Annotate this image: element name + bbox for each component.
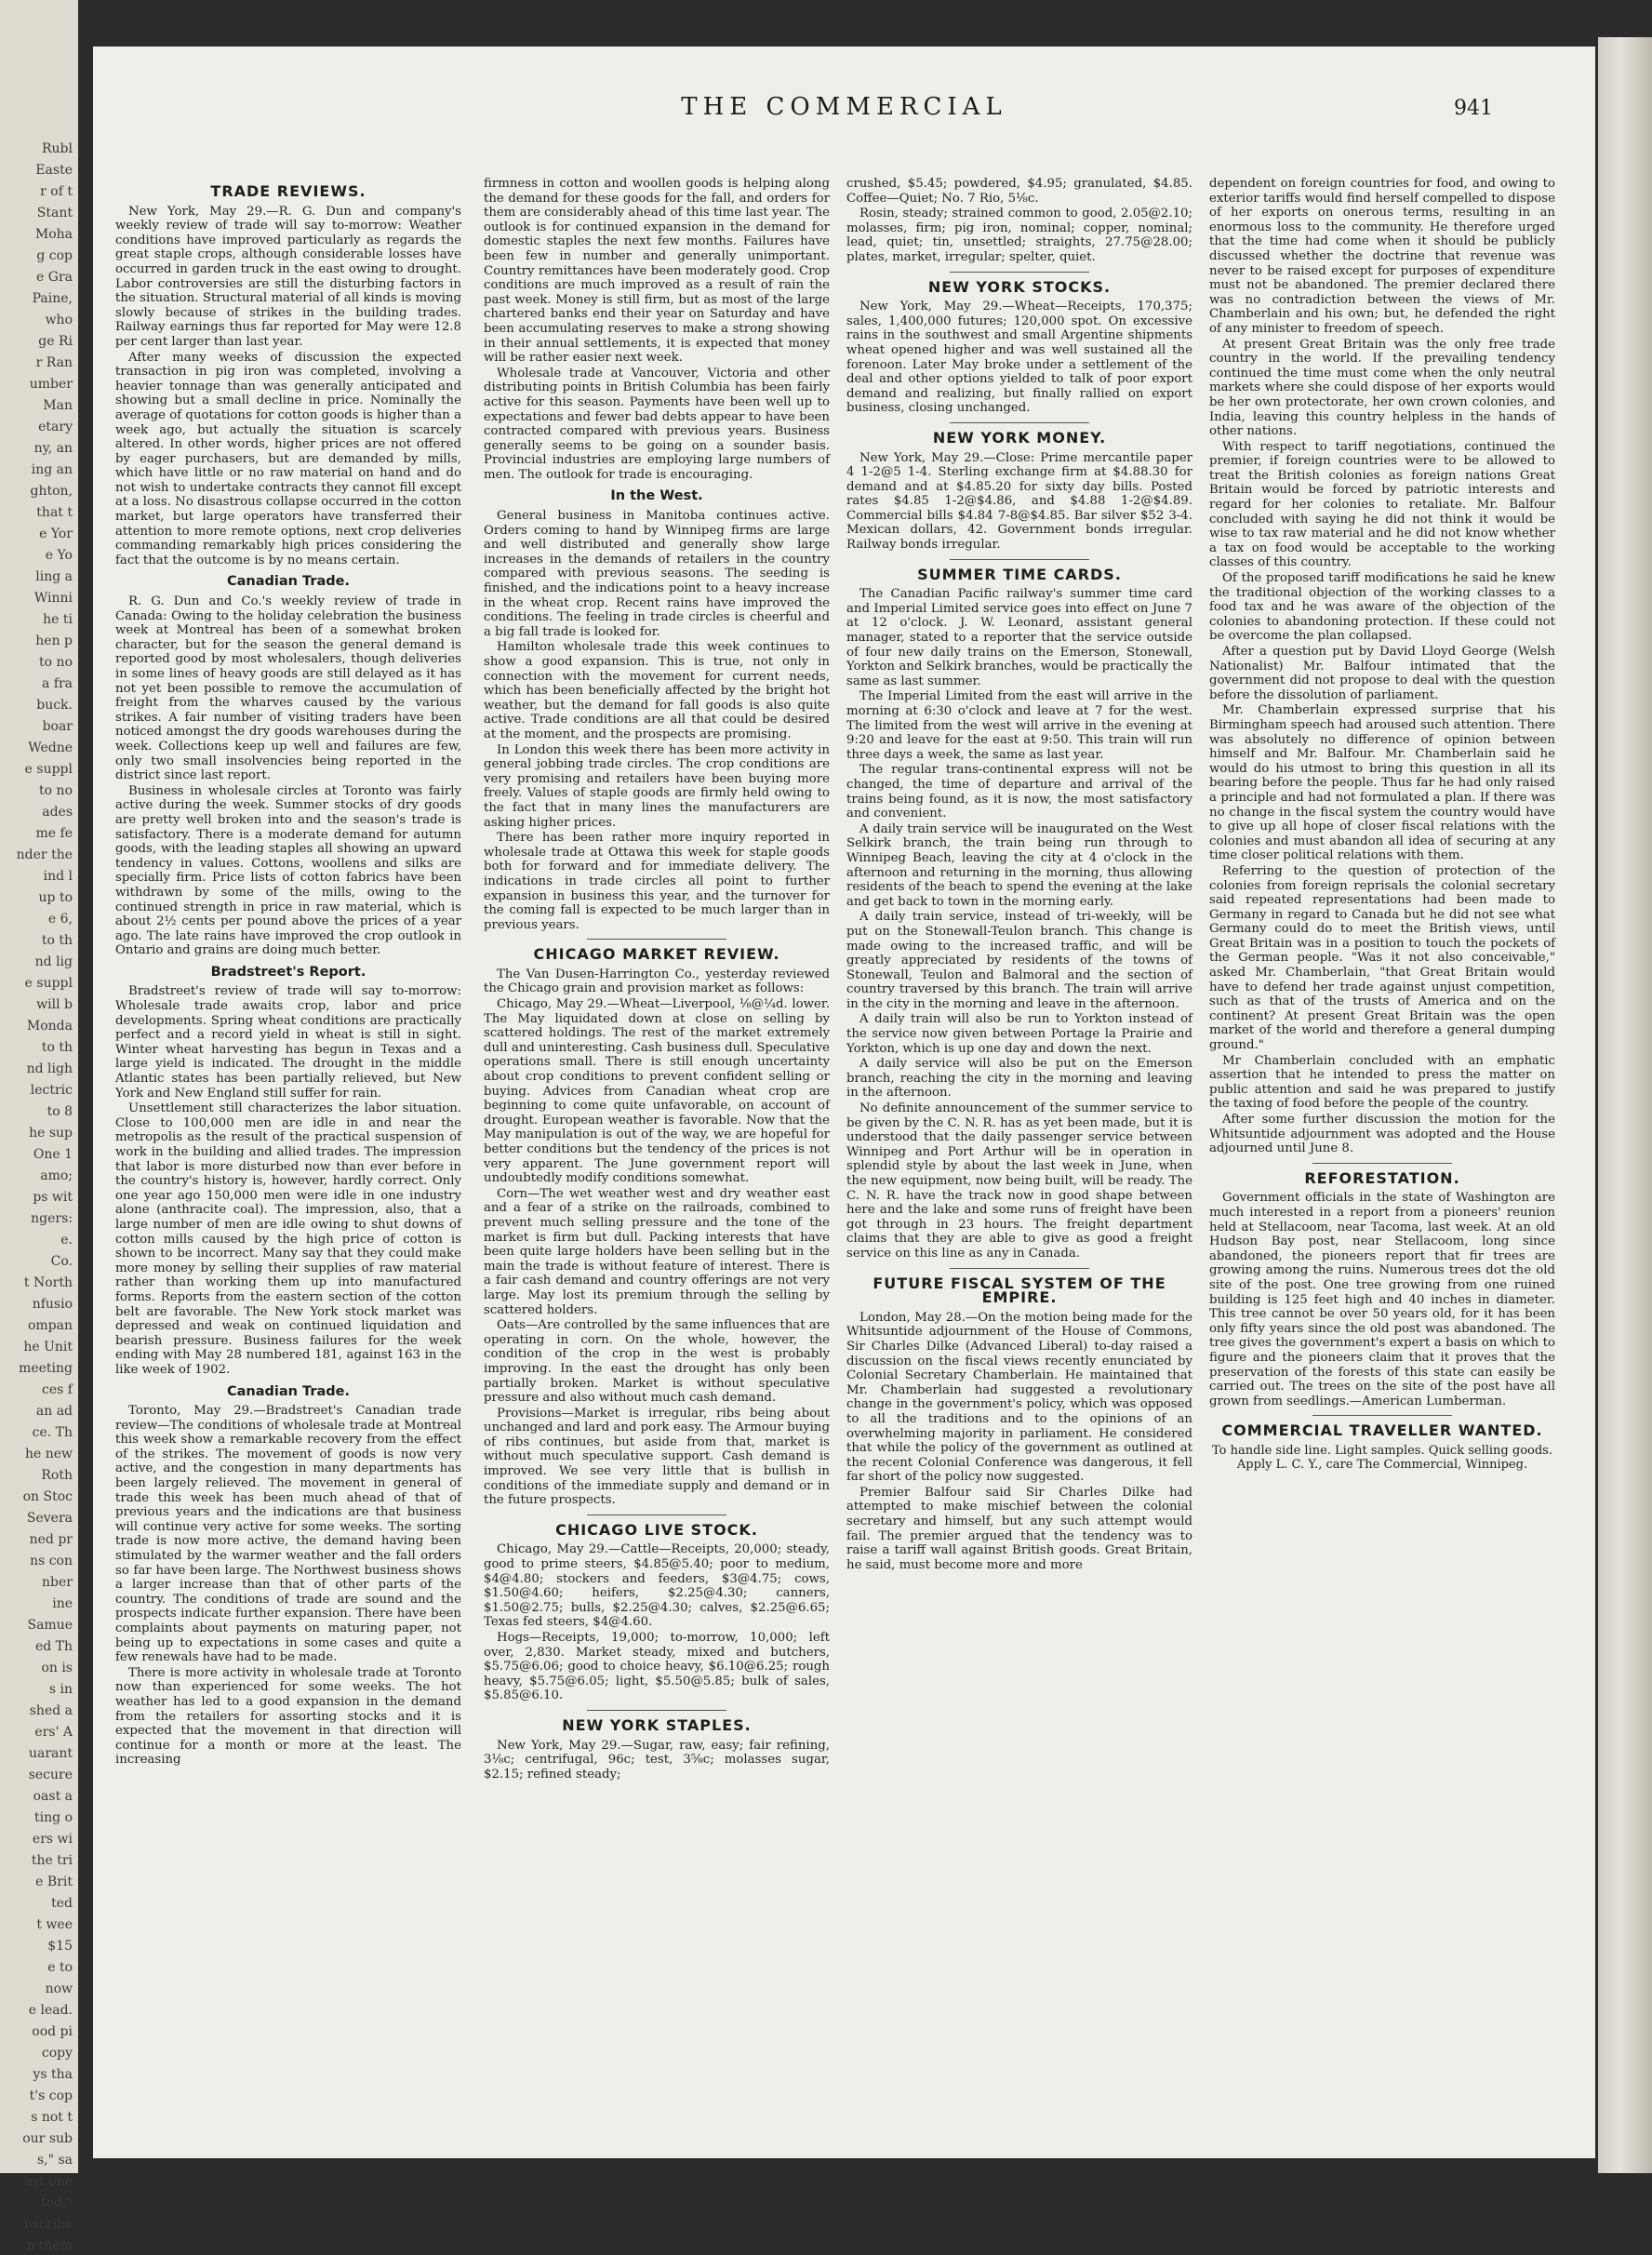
fragment-text: ting o xyxy=(34,1810,73,1825)
publication-title: THE COMMERCIAL xyxy=(681,93,1007,121)
fragment-text: nfusio xyxy=(32,1297,73,1312)
fragment-text: e Yo xyxy=(45,548,73,563)
article-paragraph: Hamilton wholesale trade this week continues to show a good expansion. This is true, not only in connection with the movement for current needs, which has been beneficially affected by the bright hot weather, but the demand for fall goods is also quite active. Trade conditions are all that could be desired at the moment, and the prospects are promising. xyxy=(484,640,830,741)
fragment-text: lectric xyxy=(30,1083,73,1098)
fragment-text: s not t xyxy=(31,2110,73,2125)
article-paragraph: Toronto, May 29.—Bradstreet's Canadian trade review—The conditions of wholesale trade at Montreal this week show a remarkable recovery from the effect of the strikes. The movement of goods is now very active, and the congestion in many departments has been largely relieved. The movement in general of trade this week has been much ahead of that of previous years and the indications are that business will continue very active for some weeks. The sorting trade is now more active, the demand having been stimulated by the warmer weather and the fall orders so far have been large. The Northwest business shows a larger increase than that of other parts of the country. The conditions of trade are sound and the prospects indicate further expansion. There have been complaints about payments on maturing paper, not being up to expectations in some cases and quite a few renewals have had to be made. xyxy=(115,1404,461,1665)
fragment-text: r of t xyxy=(40,184,73,199)
article-paragraph: New York, May 29.—Wheat—Receipts, 170,375; sales, 1,400,000 futures; 120,000 spot. On excessive rains in the southwest and small Argentine shipments wheat opened higher and was well sustained all the forenoon. Later May broke under a settlement of the deal and other options yielded to talk of poor export demand and realizing, but finally rallied on export business, closing unchanged. xyxy=(846,300,1192,416)
article-paragraph: crushed, $5.45; powdered, $4.95; granulated, $4.85. Coffee—Quiet; No. 7 Rio, 5⅛c. xyxy=(846,177,1192,206)
fragment-text: e to xyxy=(47,1960,73,1975)
fragment-text: umber xyxy=(29,377,73,392)
fragment-text: r Ran xyxy=(35,355,73,370)
fragment-text: he new xyxy=(24,1447,73,1461)
section-heading: CHICAGO LIVE STOCK. xyxy=(555,1520,758,1539)
article-paragraph: Chicago, May 29.—Cattle—Receipts, 20,000; steady, good to prime steers, $4.85@5.40; poor to medium, $4@4.80; stockers and feeders, $3@4.75; cows, $1.50@4.60; heifers, $2.25@4.30; canners, $1.50@2.75; bulls, $2.25@4.30; calves, $2.25@6.65; Texas fed steers, $4@4.60. xyxy=(484,1542,830,1630)
article-paragraph: The regular trans-continental express will not be changed, the time of departure and arrival of the trains being found, as it is now, the most satisfactory and convenient. xyxy=(846,763,1192,821)
section-heading: SUMMER TIME CARDS. xyxy=(917,565,1122,583)
section-heading: NEW YORK MONEY. xyxy=(932,428,1107,447)
article-paragraph: Bradstreet's review of trade will say to-morrow: Wholesale trade awaits crop, labor and price developments. Spring wheat conditions are practically perfect and a record yield in wheat is still in sight. Winter wheat harvesting has begun in Texas and a large yield is indicated. The drought in the middle Atlantic states has been partially relieved, but New York and New England still suffer for rain. xyxy=(115,984,461,1101)
article-paragraph: Government officials in the state of Washington are much interested in a report from a pioneers' reunion held at Stellacoom, near Tacoma, last week. At an old Hudson Bay post, near Stellacoom, long since abandoned, the pioneers report that fir trees are growing among the ruins. Numerous trees dot the old site of the post. One tree growing from one ruined building is 125 feet high and 40 inches in diameter. This tree cannot be over 50 years old, for it has been only fifty years since the old post was abandoned. The tree gives the government's expert a basis on which to figure and the pioneers claim that it proves that the preservation of the forests of this state can easily be carried out. The trees on the site of the post have all grown from seedlings.—American Lumberman. xyxy=(1209,1191,1555,1408)
column-3 xyxy=(846,177,1192,2140)
fragment-text: to 8 xyxy=(47,1104,73,1119)
section-heading: CHICAGO MARKET REVIEW. xyxy=(533,945,780,964)
fragment-text: Rubl xyxy=(42,141,73,156)
fragment-text: secure xyxy=(28,1768,73,1782)
fragment-text: to no xyxy=(39,783,73,798)
fragment-text: ine xyxy=(52,1596,73,1611)
article-paragraph: A daily service will also be put on the Emerson branch, reaching the city in the morning and leaving in the afternoon. xyxy=(846,1057,1192,1101)
article-paragraph: To handle side line. Light samples. Quick selling goods. Apply L. C. Y., care The Commercial, Winnipeg. xyxy=(1212,1443,1552,1473)
fragment-text: ned pr xyxy=(29,1532,73,1547)
fragment-text: will b xyxy=(36,997,73,1012)
fragment-text: ompan xyxy=(27,1318,73,1333)
article-paragraph: The Van Dusen-Harrington Co., yesterday reviewed the Chicago grain and provision market as follows: xyxy=(484,967,830,996)
fragment-text: up to xyxy=(38,890,73,905)
article-paragraph: dependent on foreign countries for food, and owing to exterior tariffs would find herself compelled to dispose of her exports on onerous terms, resulting in an enormous loss to the community. He therefore urged that the time had come when it should be publicly discussed whether the doctrine that revenue was never to be raised except for purposes of expenditure must not be abandoned. The premier declared there was no contradiction between the views of Mr. Chamberlain and his own; but, he defended the right of any minister to freedom of speech. xyxy=(1209,177,1555,336)
fragment-text: on is xyxy=(41,1661,73,1675)
article-paragraph: Referring to the question of protection of the colonies from foreign reprisals the colonial secretary said repeated representations had been made to Germany in regard to Canada but he did not see what Germany could do to meet the British views, until Great Britain was in a position to touch the pockets of the German people. "Was it not also conceivable," asked Mr. Chamberlain, "that Great Britain would have to defend her trade against unjust competition, such as that of the trusts of America and on the continent? At present Great Britain was the open market of the world and therefore a general dumping ground." xyxy=(1209,863,1555,1053)
article-paragraph: New York, May 29.—Close: Prime mercantile paper 4 1-2@5 1-4. Sterling exchange firm at $4.88.30 for demand and at $4.85.20 for sixty day bills. Posted rates $4.85 1-2@$4.86, and $4.88 1-2@$4.89. Commercial bills $4.84 7-8@$4.85. Bar silver $52 3-4. Mexican dollars, 42. Government bonds irregular. Railway bonds irregular. xyxy=(846,450,1192,553)
fragment-text: ngers: xyxy=(31,1211,73,1226)
fragment-text: n them xyxy=(26,2238,73,2253)
fragment-text: that t xyxy=(36,505,73,520)
fragment-text: who xyxy=(45,313,73,327)
section-divider xyxy=(1312,1163,1452,1164)
fragment-text: Paine, xyxy=(32,291,73,306)
section-divider xyxy=(950,1268,1089,1269)
subsection-heading: Canadian Trade. xyxy=(227,574,350,590)
fragment-text: an ad xyxy=(35,1404,73,1419)
fragment-text: he ti xyxy=(43,612,73,627)
fragment-text: amo; xyxy=(40,1168,73,1183)
article-paragraph: R. G. Dun and Co.'s weekly review of trade in Canada: Owing to the holiday celebration the business week at Montreal has been of a somewhat broken character, but for the season the general demand is reported good by most wholesalers, though deliveries in some lines of heavy goods are still delayed as it has not yet been possible to remove the accumulation of freight from the wharves caused by the various strikes. A fair number of visiting traders have been noticed amongst the dry goods warehouses during the week. Collections keep up well and failures are few, only two small insolvencies being reported in the district since last report. xyxy=(115,594,461,783)
fragment-text: to no xyxy=(39,655,73,670)
section-heading: NEW YORK STOCKS. xyxy=(927,277,1112,296)
fragment-text: t North xyxy=(23,1275,73,1290)
article-paragraph: Corn—The wet weather west and dry weather east and a fear of a strike on the railroads, combined to prevent much selling pressure and the tone of the market is firm but dull. Packing interests that have been quite large holders have been selling but in the main the trade is without feature of interest. There is a fair cash demand and country offerings are not very large. May lost its premium through the selling by scattered holders. xyxy=(484,1186,830,1317)
fragment-text: ns con xyxy=(30,1554,73,1568)
article-paragraph: New York, May 29.—Sugar, raw, easy; fair refining, 3⅛c; centrifugal, 96c; test, 3⅝c; molasses sugar, $2.15; refined steady; xyxy=(484,1738,830,1781)
article-paragraph: After some further discussion the motion for the Whitsuntide adjournment was adopted and the House adjourned until June 8. xyxy=(1209,1113,1555,1156)
fragment-text: ys tha xyxy=(33,2067,73,2082)
fragment-text: boar xyxy=(42,719,73,734)
section-divider xyxy=(950,422,1089,423)
fragment-text: e Brit xyxy=(35,1875,73,1889)
article-paragraph: With respect to tariff negotiations, continued the premier, if foreign countries were to be allowed to treat the British colonies as foreign nations Great Britain would be forced by patriotic interests and regard for her colonies to retaliate. Mr. Balfour concluded with saying he did not think it would be wise to tax raw material and he did not know whether a tax on food would be acceptable to the working classes of this country. xyxy=(1209,439,1555,570)
article-paragraph: A daily train service, instead of tri-weekly, will be put on the Stonewall-Teulon branch. This change is made owing to the increased traffic, and will be greatly appreciated by residents of the towns of Stonewall, Teulon and Balmoral and the section of country traversed by this branch. The train will arrive in the city in the morning and leave in the afternoon. xyxy=(846,910,1192,1011)
fragment-text: buck. xyxy=(36,698,73,713)
fragment-text: e suppl xyxy=(24,762,73,777)
article-paragraph: A daily train service will be inaugurated on the West Selkirk branch, the train being run through to Winnipeg Beach, leaving the city at 4 o'clock in the afternoon and returning in the morning, thus allowing residents of the beach to spend the evening at the lake and get back to town in the morning early. xyxy=(846,821,1192,909)
fragment-text: our sub xyxy=(22,2131,73,2146)
fragment-text: ers' A xyxy=(34,1725,73,1740)
article-paragraph: Mr. Chamberlain expressed surprise that his Birmingham speech had aroused such attention. There was absolutely no difference of opinion between himself and Mr. Balfour. Mr. Chamberlain said he would do his utmost to bring this question in all its bearing before the people. Thus far he had only raised a principle and had not formulated a plan. If there was no change in the fiscal system the country would have to give up all hope of closer fiscal relations with the colonies and must abandon all idea of securing at any time closer political relations with them. xyxy=(1209,703,1555,863)
fragment-text: ling a xyxy=(35,569,73,584)
fragment-text: nd lig xyxy=(34,954,73,969)
fragment-text: g cop xyxy=(36,248,73,263)
article-paragraph: A daily train will also be run to Yorkton instead of the service now given between Portage la Prairie and Yorkton, which is up one day and down the next. xyxy=(846,1012,1192,1056)
fragment-text: ood pi xyxy=(32,2024,73,2039)
fragment-text: Roth xyxy=(41,1468,73,1483)
fragment-text: he sup xyxy=(29,1126,73,1141)
fragment-text: ted." xyxy=(41,2195,73,2210)
page-number: 941 xyxy=(1454,97,1493,120)
fragment-text: he Unit xyxy=(23,1340,73,1354)
article-paragraph: No definite announcement of the summer service to be given by the C. N. R. has as yet been made, but it is understood that the daily passenger service between Winnipeg and Port Arthur will be in operation in splendid style by about the last week in June, when the new equipment, now being built, will be ready. The C. N. R. have the track now in good shape between here and the lake and some runs of freight have been got through in 23 hours. The freight department claims that they are able to give as good a freight service on this line as any in Canada. xyxy=(846,1101,1192,1261)
fragment-text: e Yor xyxy=(39,527,73,541)
fragment-text: ast one xyxy=(24,2174,73,2189)
article-paragraph: There has been rather more inquiry reported in wholesale trade at Ottawa this week for staple goods both for forward and for immediate delivery. The indications in trade circles all point to further expansion in business this year, and the turnover for the coming fall is expected to be much larger than in previous years. xyxy=(484,831,830,932)
fragment-text: ind l xyxy=(43,869,73,884)
article-paragraph: Business in wholesale circles at Toronto was fairly active during the week. Summer stocks of dry goods are pretty well broken into and the season's trade is satisfactory. There is a moderate demand for autumn goods, with the leading staples all showing an upward tendency in values. Cottons, woollens and silks are specially firm. Price lists of cotton fabrics have been withdrawn by some of the mills, owing to the continued strength in price in raw material, which is about 2½ cents per pound above the prices of a year ago. The late rains have improved the crop outlook in Ontario and grains are doing much better. xyxy=(115,783,461,958)
fragment-text: on Stoc xyxy=(22,1489,73,1504)
fragment-text: me fe xyxy=(35,826,73,841)
subsection-heading: Bradstreet's Report. xyxy=(210,964,366,980)
column-2 xyxy=(484,177,830,2140)
fragment-text: Monda xyxy=(26,1019,73,1034)
fragment-text: Winni xyxy=(33,591,73,606)
article-paragraph: firmness in cotton and woollen goods is helping along the demand for these goods for the fall, and orders for them are considerably ahead of this time last year. The outlook is for continued expansion in the demand for domestic staples the next few months. Failures have been few in number and generally unimportant. Country remittances have been moderately good. Crop conditions are much improved as a result of rain the past week. Money is still firm, but as most of the large chartered banks end their year on Saturday and have been accumulating reserves to make a strong showing in their annual settlements, it is expected that money will be rather easier next week. xyxy=(484,177,830,366)
section-divider xyxy=(950,272,1089,273)
fragment-text: e. xyxy=(60,1233,73,1248)
book-spine-edge xyxy=(1598,37,1652,2173)
fragment-text: e suppl xyxy=(24,976,73,991)
fragment-text: One 1 xyxy=(33,1147,73,1162)
article-paragraph: The Canadian Pacific railway's summer time card and Imperial Limited service goes into effect on June 7 at 12 o'clock. J. W. Leonard, assistant general manager, stated to a reporter that the service outside of four new daily trains on the Emerson, Stonewall, Yorkton and Selkirk branches, would be practically the same as last summer. xyxy=(846,587,1192,688)
article-paragraph: Chicago, May 29.—Wheat—Liverpool, ⅛@¼d. lower. The May liquidated down at close on selling by scattered holdings. The rest of the market extremely dull and uninteresting. Cash business dull. Speculative operations small. There is still enough uncertainty about crop conditions to prevent confident selling or buying. Advices from Canadian wheat crop are beginning to come quite unfavorable, on account of drought. European weather is favorable. Now that the May manipulation is out of the way, we are hopeful for better conditions but the tendency of the prices is not very apparent. The June government report will undoubtedly modify conditions somewhat. xyxy=(484,997,830,1186)
fragment-text: ps wit xyxy=(33,1190,73,1205)
fragment-text: nd ligh xyxy=(26,1061,73,1076)
fragment-text: ge Ri xyxy=(38,334,73,349)
fragment-text: e lead. xyxy=(28,2003,73,2018)
fragment-text: oast a xyxy=(33,1789,73,1804)
article-paragraph: London, May 28.—On the motion being made for the Whitsuntide adjournment of the House of Commons, Sir Charles Dilke (Advanced Liberal) to-day raised a discussion on the fiscal views recently enunciated by Colonial Secretary Chamberlain. He maintained that Mr. Chamberlain had suggested a revolutionary change in the government's policy, which was opposed to all the traditions and to the opinions of an overwhelming majority in parliament. He considered that while the policy of the government as outlined at the recent Colonial Conference was dangerous, it fell far short of the policy now suggested. xyxy=(846,1310,1192,1485)
newspaper-page xyxy=(93,47,1595,2158)
article-paragraph: Unsettlement still characterizes the labor situation. Close to 100,000 men are idle in and near the metropolis as the result of the practical suspension of work in the building and allied trades. The impression that labor is more disturbed now than ever before in the country's history is, however, hardly correct. Only one year ago 150,000 men were idle in one industry alone (anthracite coal). The impression, also, that a large number of men are idle owing to shut downs of cotton mills caused by the high price of cotton is shown to be incorrect. Many say that they could make more money by selling their supplies of raw material rather than working them up into manufactured forms. Reports from the eastern section of the cotton belt are favorable. The New York stock market was depressed and weak on continued liquidation and bearish pressure. Business failures for the week ending with May 28 numbered 181, against 163 in the like week of 1902. xyxy=(115,1101,461,1377)
article-paragraph: Wholesale trade at Vancouver, Victoria and other distributing points in British Columbia has been fairly active for this season. Payments have been well up to expectations and fewer bad debts appear to have been contracted compared with previous years. Business generally seems to be going on a sounder basis. Provincial industries are employing large numbers of men. The outlook for trade is encouraging. xyxy=(484,366,830,482)
fragment-text: copy xyxy=(41,2046,73,2061)
article-paragraph: Mr Chamberlain concluded with an emphatic assertion that he intended to press the matter on public attention and said he was prepared to justify the taxing of food before the people of the country. xyxy=(1209,1053,1555,1112)
fragment-text: Co. xyxy=(50,1254,73,1269)
fragment-text: ted xyxy=(51,1896,73,1911)
article-paragraph: New York, May 29.—R. G. Dun and company's weekly review of trade will say to-morrow: Weather conditions have improved particularly as regards the great staple crops, although considerable losses have occurred in garden truck in the east owing to drought. Labor controversies are still the disturbing factors in the situation. Structural material of all kinds is moving slowly because of strikes in the building trades. Railway earnings thus far reported for May were 12.8 per cent larger than last year. xyxy=(115,204,461,349)
section-divider xyxy=(587,1710,726,1711)
fragment-text: Moha xyxy=(34,227,73,242)
fragment-text: ces f xyxy=(42,1382,73,1397)
fragment-text: Wedne xyxy=(28,741,73,755)
section-heading: REFORESTATION. xyxy=(1304,1168,1460,1187)
column-1 xyxy=(115,177,461,2140)
section-heading: TRADE REVIEWS. xyxy=(210,182,366,200)
fragment-text: e 6, xyxy=(47,912,73,927)
fragment-text: shed a xyxy=(29,1703,73,1718)
section-divider xyxy=(587,939,726,940)
fragment-text: nber xyxy=(42,1575,73,1590)
article-paragraph: In London this week there has been more activity in general jobbing trade circles. The crop conditions are very promising and retailers have been buying more freely. Values of staple goods are firmly held owing to the fact that in many lines the manufacturers are asking higher prices. xyxy=(484,742,830,830)
subsection-heading: In the West. xyxy=(610,488,703,504)
section-divider xyxy=(1312,1415,1452,1416)
section-heading: COMMERCIAL TRAVELLER WANTED. xyxy=(1221,1421,1543,1440)
fragment-text: ers wi xyxy=(32,1832,73,1847)
article-paragraph: General business in Manitoba continues active. Orders coming to hand by Winnipeg firms are large and well distributed and generally show large increases in the demands of retailers in the country compared with previous seasons. The seeding is finished, and the indications point to a heavy increase in the wheat crop. Recent rains have improved the conditions. The feeling in trade circles is cheerful and a big fall trade is looked for. xyxy=(484,509,830,639)
section-heading: NEW YORK STAPLES. xyxy=(562,1715,752,1734)
fragment-text: ce. Th xyxy=(32,1425,73,1440)
article-paragraph: There is more activity in wholesale trade at Toronto now than experienced for some weeks. The hot weather has led to a good expansion in the demand from the retailers for assorting stocks and it is expected that the movement in that direction will continue for a month or more at the least. The increasing xyxy=(115,1665,461,1768)
fragment-text: Man xyxy=(43,398,73,413)
fragment-text: e Gra xyxy=(36,270,73,285)
article-paragraph: Rosin, steady; strained common to good, 2.05@2.10; molasses, firm; pig iron, nominal; copper, nominal; lead, quiet; tin, unsettled; straights, 27.75@28.00; plates, market, irregular; spelter, quiet. xyxy=(846,207,1192,264)
article-paragraph: Premier Balfour said Sir Charles Dilke had attempted to make mischief between the colonial secretary and himself, but any such attempt would fail. The premier argued that the tendency was to raise a tariff wall against British goods. Great Britain, he said, must become more and more xyxy=(846,1485,1192,1572)
fragment-text: now xyxy=(45,1981,73,1996)
column-4 xyxy=(1209,177,1555,2140)
fragment-text: ed Th xyxy=(34,1639,73,1654)
fragment-text: t's cop xyxy=(29,2088,73,2103)
fragment-text: ades xyxy=(42,805,73,820)
fragment-text: t wee xyxy=(36,1917,73,1932)
section-divider xyxy=(587,1514,726,1515)
article-paragraph: After many weeks of discussion the expected transaction in pig iron was completed, involving a heavier tonnage than was generally anticipated and showing but a small decline in price. Nominally the average of quotations for cotton goods is higher than a week ago, but actually the situation is scarcely altered. In other words, higher prices are not offered by eager purchasers, but are demanded by mills, which have little or no raw material on hand and do not wish to undertake contracts they cannot fill except at a loss. No disastrous collapse occurred in the cotton market, but large operators have transferred their attention to more remote options, next crop deliveries commanding remarkably high prices considering the fact that the outcome is by no means certain. xyxy=(115,350,461,567)
subsection-heading: Canadian Trade. xyxy=(227,1383,350,1399)
article-paragraph: The Imperial Limited from the east will arrive in the morning at 6:30 o'clock and leave at 7 for the west. The limited from the west will arrive in the evening at 9:20 and leave for the east at 9:50. This train will run three days a week, the same as last year. xyxy=(846,689,1192,762)
article-paragraph: After a question put by David Lloyd George (Welsh Nationalist) Mr. Balfour intimated that the government did not propose to deal with the question before the dissolution of parliament. xyxy=(1209,645,1555,702)
fragment-text: uarant xyxy=(28,1746,73,1761)
article-paragraph: At present Great Britain was the only free trade country in the world. If the prevailing tendency continued the time must come when the only neutral markets where she could dispose of her exports would be her own protectorate, her own crown colonies, and India, leaving this country helpless in the hands of other nations. xyxy=(1209,337,1555,439)
fragment-text: ny, an xyxy=(33,441,73,456)
fragment-text: etary xyxy=(38,420,73,434)
fragment-text: ing an xyxy=(31,462,73,477)
fragment-text: to th xyxy=(41,1040,73,1055)
page-header xyxy=(93,93,1595,130)
fragment-text: Severa xyxy=(26,1511,73,1526)
fragment-text: Stant xyxy=(36,206,73,220)
fragment-text: nder the xyxy=(16,847,73,862)
fragment-text: Samue xyxy=(27,1618,73,1633)
article-paragraph: Hogs—Receipts, 19,000; to-morrow, 10,000; left over, 2,830. Market steady, mixed and butchers, $5.75@6.06; good to choice heavy, $6.10@6.25; rough heavy, $5.75@6.05; light, $5.50@5.85; bulk of sales, $5.85@6.10. xyxy=(484,1631,830,1703)
article-paragraph: Of the proposed tariff modifications he said he knew the traditional objection of the working classes to a food tax and he was aware of the objection of the colonies to abandoning protection. If these could not be overcome the plan collapsed. xyxy=(1209,571,1555,644)
fragment-text: Easte xyxy=(35,163,73,178)
article-paragraph: Provisions—Market is irregular, ribs being about unchanged and lard and pork easy. The Armour buying of ribs continues, but aside from that, market is without much speculative support. Cash demand is improved. We see very little that is bullish in conditions of the immediate supply and demand or in the future prospects. xyxy=(484,1406,830,1508)
fragment-text: bscribe xyxy=(23,2217,73,2232)
fragment-text: s," sa xyxy=(36,2153,73,2168)
fragment-text: s in xyxy=(48,1682,73,1697)
fragment-text: hen p xyxy=(35,634,73,648)
fragment-text: meeting xyxy=(19,1361,73,1376)
section-heading: FUTURE FISCAL SYSTEM OF THE EMPIRE. xyxy=(873,1274,1166,1307)
fragment-text: to th xyxy=(41,933,73,948)
fragment-text: the tri xyxy=(31,1853,73,1868)
adjacent-page-fragment xyxy=(0,0,78,2253)
section-divider xyxy=(950,559,1089,560)
fragment-text: ghton, xyxy=(30,484,73,499)
article-paragraph: Oats—Are controlled by the same influences that are operating in corn. On the whole, however, the condition of the crop in the west is probably improving. In the east the drought has only been partially broken. Market is without speculative pressure and also without much cash demand. xyxy=(484,1318,830,1406)
fragment-text: a fra xyxy=(41,676,73,691)
fragment-text: $15 xyxy=(47,1939,73,1954)
